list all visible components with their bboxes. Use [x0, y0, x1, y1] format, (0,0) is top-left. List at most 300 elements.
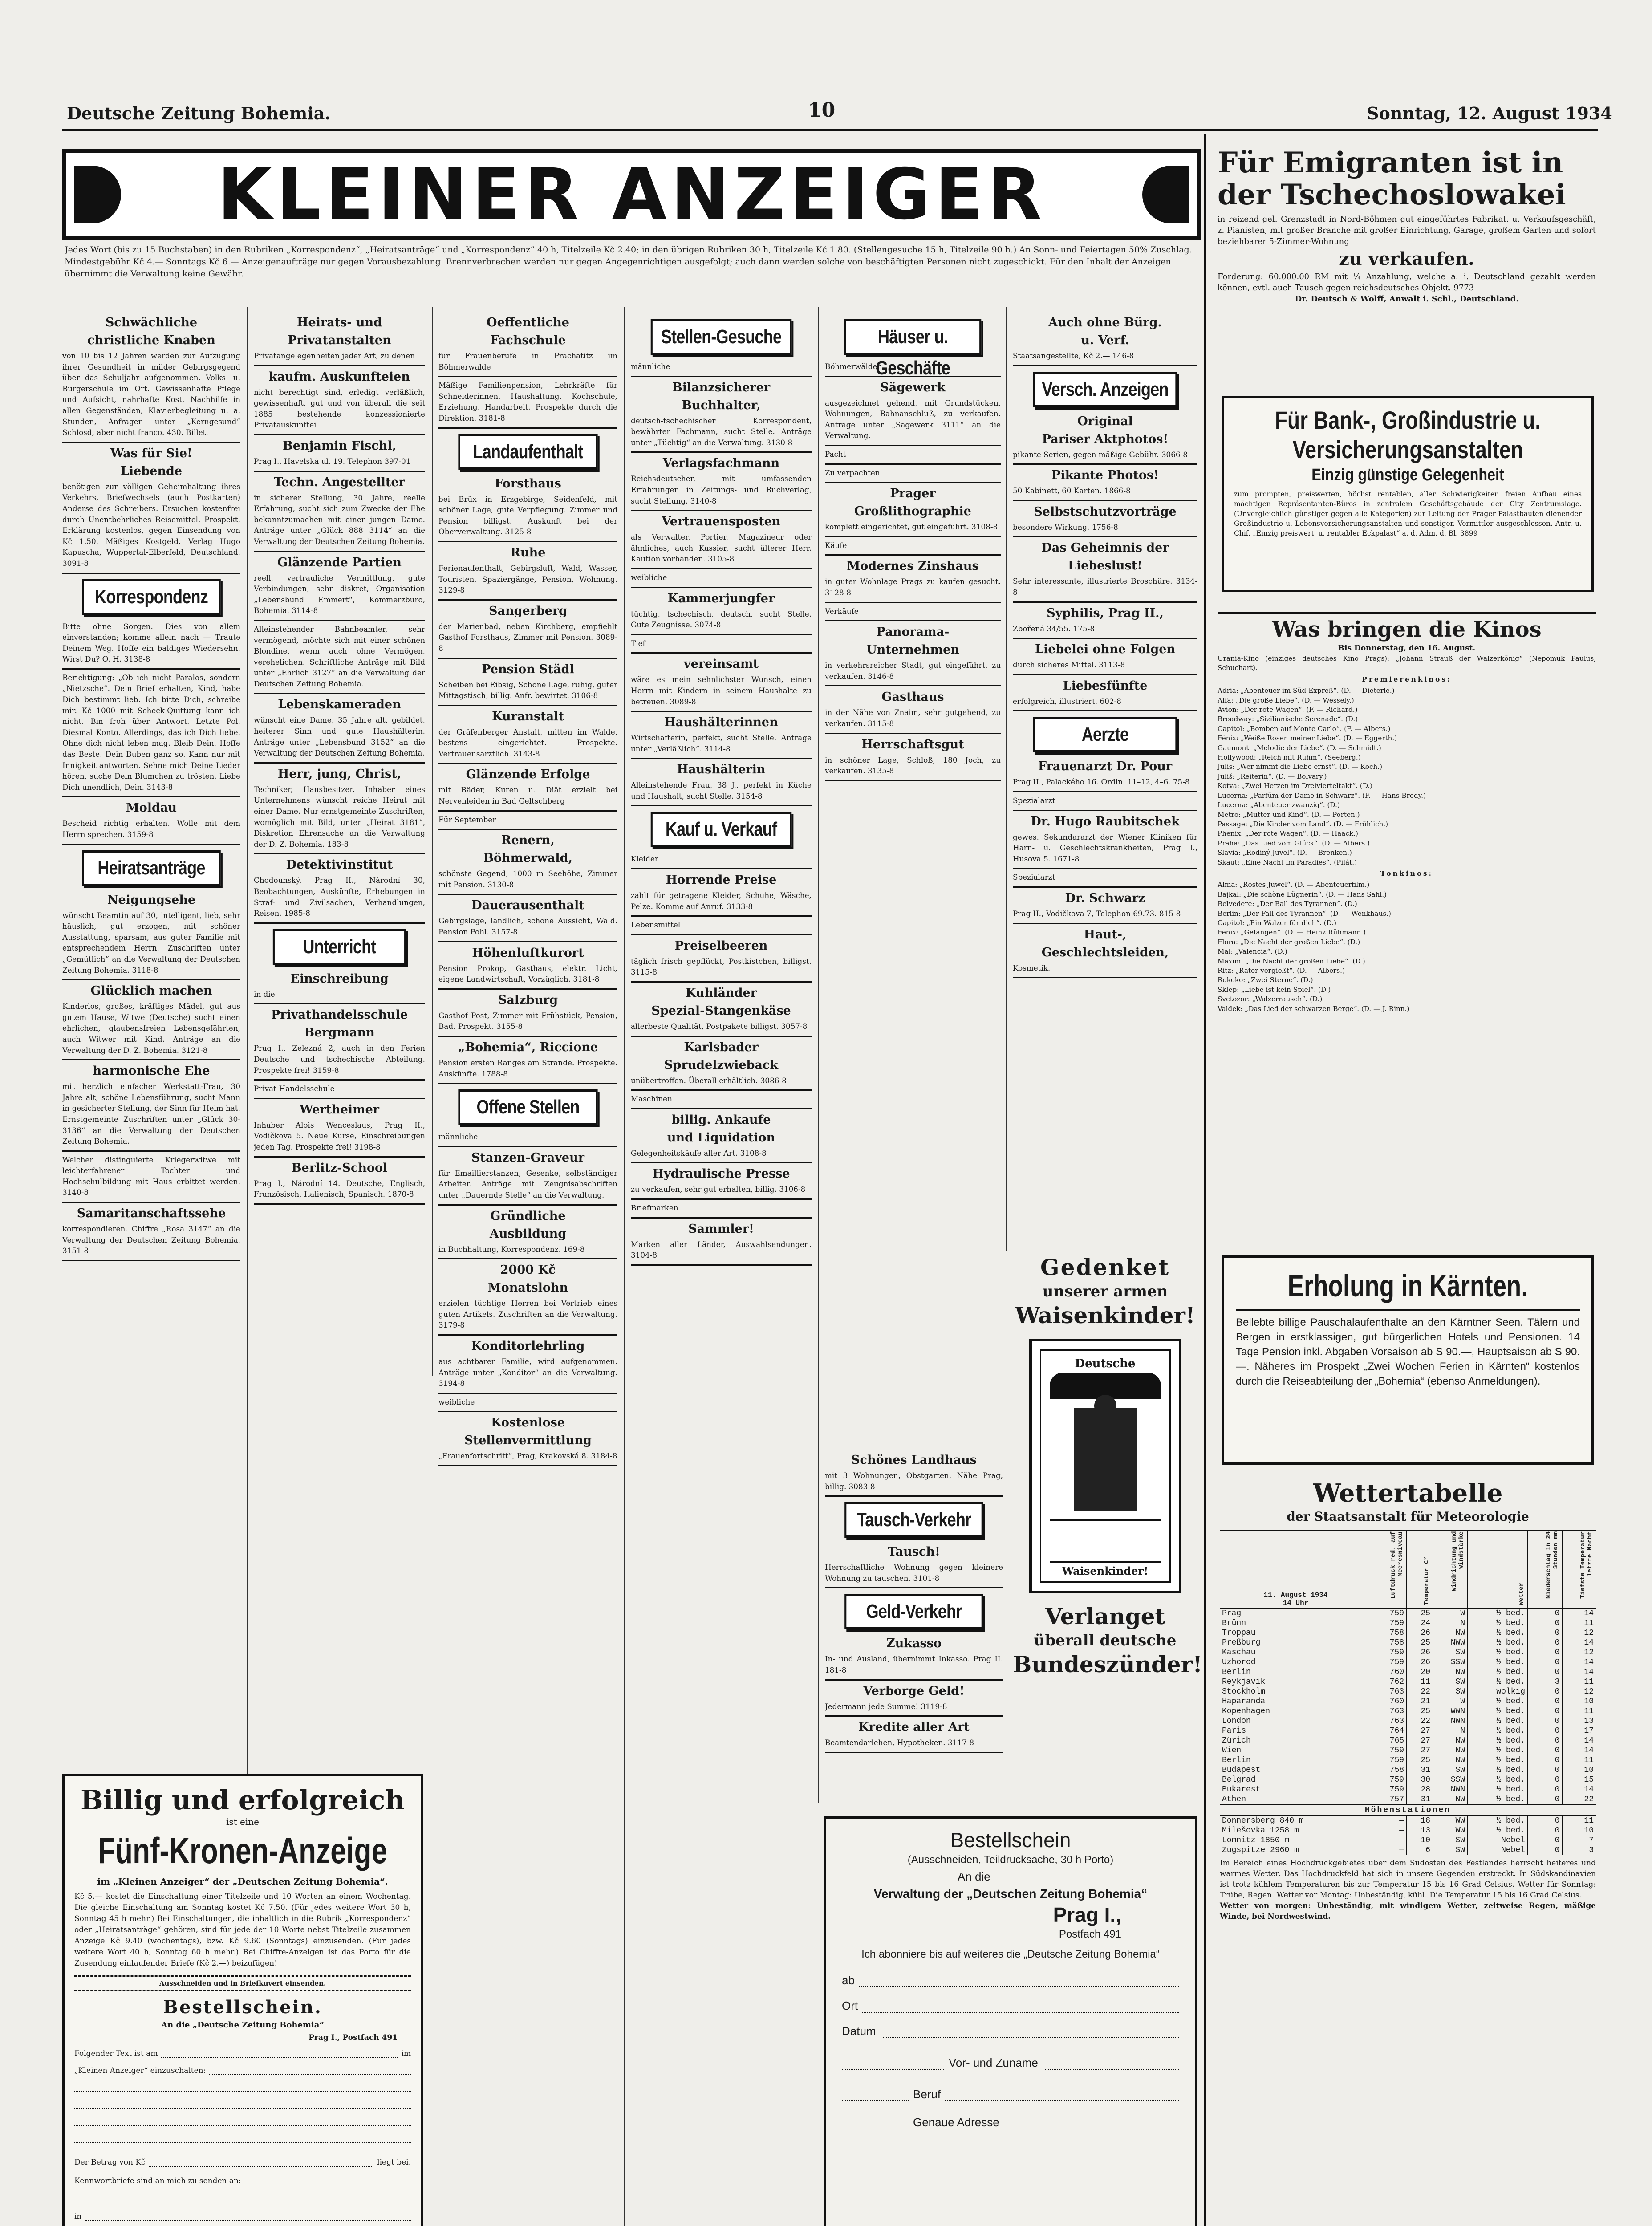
stamp-text-top: Deutsche [1075, 1357, 1136, 1370]
ad-text: für Emaillierstanzen, Gesenke, selbständiger Arbeiter. Anträge mit Zeugnisabschriften unter „Dauernde Stelle“ an die Verwaltung. [438, 1168, 617, 1199]
weather-outlook: Wetter von morgen: Unbeständig, mit windigem Wetter, zeitweise Regen, mäßige Winde, bei Nordwestwind. [1220, 1901, 1596, 1921]
classified-ad [825, 467, 1001, 479]
subscription-from-field[interactable] [859, 1974, 1179, 1987]
weather-forecast: Im Bereich eines Hochdruckgebietes über dem Südosten des Festlandes herrscht heiteres und warmes Wetter. Das Hochdruckfeld hat sich in unsere Gegenden erstreckt. In Südskandinavien ist trotz kühlem Temperaturen bis zur Temperatur 15 bis 16 Grad Celsius. Wetter für Sonntag: Trübe, Regen. Wetter vor Montag: Unbeständig, kühl. Die Temperatur 15 bis 16 Grad Celsius. [1220, 1859, 1596, 1900]
subscription-to: An die [958, 1870, 990, 1883]
classified-ad [438, 1397, 617, 1408]
ad-text: Prag II., Palackého 16. Ordin. 11–12, 4–6. 75-8 [1013, 777, 1190, 787]
emigrants-title: Für Emigranten ist in der Tschechoslowakei [1218, 146, 1566, 211]
weather-cell: 10 [1407, 1836, 1433, 1845]
cinema-entry: Adria: „Abenteuer im Süd-Expreß“. (D. — Dieterle.) [1218, 686, 1395, 695]
ad-text: nicht berechtigt sind, erledigt verläßlich, gewissenhaft, gut und von überall die seit 1885 bestehende konzessionierte Privatauskunftei [254, 387, 425, 430]
ad-divider [631, 1198, 812, 1200]
subscription-place-field[interactable] [862, 1999, 1179, 2013]
ad-divider [438, 1146, 617, 1147]
order-text-line[interactable] [74, 2109, 411, 2126]
ad-headline: Panorama- [876, 625, 950, 639]
cut-line [74, 1990, 411, 1991]
ad-text: erzielen tüchtige Herren bei Vertrieb eines guten Artikels. Zuschriften an die Verwaltung. 3179-8 [438, 1299, 617, 1330]
five-crown-text: Kč 5.— kostet die Einschaltung einer Titelzeile und 10 Worten an einem Wochentag. Die gleiche Einschaltung am Sonntag kostet Kč 7.50. (Für jedes weitere Wort 30 h, Sonntag 45 h mehr.) Bei Einschaltungen, die inhaltlich in die Rubrik „Korrespondenz“ oder „Heiratsanträge“ gehören, sind für jede der 10 Worte nebst Titelzeile zusammen Anzeige Kč 9.40 (wochentags), bzw. Kč 9.60 (Sonntags) einzusenden. (Für jedes weitere Wort 40 h, Sonntag 60 h mehr.) Bei Chiffre-Anzeigen ist das Porto für die Zusendung einlaufender Briefe (Kč 2.—) beizufügen! [74, 1892, 411, 1968]
section-heading: Aerzte [1033, 717, 1177, 752]
stamp-text-bottom: Waisenkinder! [1062, 1564, 1149, 1577]
column-rule [1204, 134, 1206, 2226]
weather-cell: 759 [1372, 1648, 1407, 1657]
ad-divider [631, 634, 812, 635]
cinema-entry: Belvedere: „Der Ball des Tyrannen“. (D.) [1218, 900, 1357, 908]
ad-text: Verkäufe [825, 606, 859, 616]
ad-divider [1013, 463, 1197, 465]
section-heading: Korrespondenz [82, 579, 221, 615]
ad-headline: Benjamin Fischl, [282, 439, 397, 453]
mountain-row [1220, 1826, 1596, 1836]
weather-cell: 0 [1528, 1706, 1562, 1716]
ad-divider [438, 1083, 617, 1084]
order-text-line[interactable] [74, 2126, 411, 2143]
ad-divider [631, 1108, 812, 1109]
classified-ad [438, 709, 617, 760]
weather-cell: 26 [1407, 1648, 1433, 1657]
premieres-list [1218, 686, 1596, 867]
weather-cell: 28 [1407, 1785, 1433, 1795]
classified-ad [1013, 890, 1197, 919]
ad-divider [254, 693, 425, 694]
weather-cell: ½ bed. [1468, 1618, 1528, 1628]
ad-text: Kinderlos, großes, kräftiges Mädel, gut aus gutem Hause, Witwe (Deutsche) sucht einen ehrlichen, glaubensfreien Lebensgefährten, auch Witwer mit Kind. Anträge an die Verwaltung der D. Z. Bohemia. 3121-8 [62, 1002, 240, 1055]
weather-cell: 25 [1407, 1755, 1433, 1765]
weather-cell: 11 [1562, 1755, 1596, 1765]
subscription-name-row[interactable] [842, 2056, 1179, 2070]
ad-headline: Techn. Angestellter [274, 475, 405, 489]
classified-ad [825, 558, 1001, 598]
subscription-from-row[interactable] [842, 1974, 1179, 1987]
cinema-rule [1218, 612, 1596, 614]
ad-divider [438, 705, 617, 706]
ad-divider [438, 988, 617, 990]
order-date-row[interactable] [74, 2049, 411, 2058]
ad-headline-2: Sprudelzwieback [664, 1058, 779, 1072]
weather-cell: 0 [1528, 1746, 1562, 1755]
ad-divider [438, 763, 617, 764]
weather-cell: NW [1433, 1736, 1468, 1746]
ad-headline: Salzburg [498, 993, 558, 1007]
weather-cell: SW [1433, 1687, 1468, 1697]
classified-ad [438, 814, 617, 825]
weather-col-header [1407, 1531, 1433, 1608]
ad-headline-2: Großlithographie [854, 504, 971, 519]
ad-headline: Oeffentliche [487, 316, 569, 329]
weather-cell: ½ bed. [1468, 1716, 1528, 1726]
paper-name: Deutsche Zeitung Bohemia. [67, 103, 331, 123]
classified-ad [825, 1683, 1003, 1712]
classified-ad [438, 767, 617, 806]
classified-ad [438, 603, 617, 654]
weather-cell: 17 [1562, 1726, 1596, 1736]
classified-ad [62, 1206, 240, 1256]
order-reply-row[interactable] [74, 2177, 411, 2185]
subscription-name-prefix[interactable] [842, 2056, 944, 2070]
weather-cell: 22 [1562, 1795, 1596, 1805]
weather-cell: 14 [1562, 1746, 1596, 1755]
subscription-statement: Ich abonniere bis auf weiteres die „Deutsche Zeitung Bohemia“ [861, 1948, 1160, 1960]
weather-cell: 762 [1372, 1677, 1407, 1687]
weather-row [1220, 1618, 1596, 1628]
tonkinos-label: Tonkinos: [1380, 869, 1433, 877]
weather-cell: ½ bed. [1468, 1775, 1528, 1785]
weather-row [1220, 1687, 1596, 1697]
subscription-address-prefix[interactable] [842, 2116, 909, 2129]
weather-cell: 0 [1528, 1816, 1562, 1826]
ad-divider [825, 1752, 1003, 1753]
ad-headline-2: Liebende [120, 464, 183, 478]
subscription-date-row[interactable] [842, 2024, 1179, 2038]
classified-ad [825, 1452, 1003, 1492]
weather-cell: 759 [1372, 1746, 1407, 1755]
ad-divider [825, 733, 1001, 734]
weather-cell: 11 [1407, 1677, 1433, 1687]
weather-cell: 31 [1407, 1765, 1433, 1775]
ad-headline: Sammler! [688, 1222, 754, 1236]
order-text-field[interactable] [209, 2066, 411, 2075]
ad-text: der Gräfenberger Anstalt, mitten im Walde, bestens eingerichtet. Prospekte. Vertrauensärztlich. 3143-8 [438, 727, 617, 758]
ad-divider [631, 1089, 812, 1091]
ad-headline: Kostenlose [491, 1416, 565, 1430]
classified-ad [1013, 927, 1197, 974]
weather-cell: Kaschau [1222, 1648, 1256, 1657]
classified-ad [438, 1131, 617, 1142]
weather-cell: 21 [1407, 1697, 1433, 1706]
ad-divider [631, 652, 812, 654]
ad-text: wünscht Beamtin auf 30, intelligent, lieb, sehr häuslich, gut erzogen, mit schöner Ausstattung, sparsam, aus guter Familie mit entsprechendem Herrn. Zuschriften unter „Gemütlich“ an die Verwaltung der Deutschen Zeitung Bohemia. 3118-8 [62, 910, 240, 975]
ad-divider [62, 573, 240, 574]
ad-divider [254, 551, 425, 552]
classified-ad [62, 1063, 240, 1147]
ad-headline: Haut-, [1084, 927, 1127, 942]
ad-text: Sehr interessante, illustrierte Broschüre. 3134-8 [1013, 577, 1197, 597]
ad-headline: Einschreibung [290, 971, 389, 986]
ad-divider [825, 1587, 1003, 1588]
classified-ad [1013, 315, 1197, 362]
five-crown-connector: ist eine [226, 1816, 259, 1827]
ad-divider [825, 445, 1001, 446]
weather-time: 14 Uhr [1283, 1599, 1309, 1607]
ad-divider [438, 894, 617, 895]
ad-divider [631, 568, 812, 569]
weather-cell: Haparanda [1222, 1697, 1266, 1706]
masthead [62, 149, 1201, 240]
ad-headline: Prager [890, 487, 936, 501]
ad-text: als Verwalter, Portier, Magazineur oder ähnliches, auch Kassier, sucht älterer Herr. Kaution vorhanden. 3105-8 [631, 532, 812, 564]
ad-divider [1013, 868, 1197, 869]
ad-headline: Liebelei ohne Folgen [1035, 642, 1176, 657]
ad-text: Marken aller Länder, Auswahlsendungen. 3104-8 [631, 1239, 812, 1260]
order-reply-line[interactable] [74, 2185, 411, 2202]
weather-cell: ½ bed. [1468, 1608, 1528, 1618]
ad-headline: Glänzende Partien [277, 555, 402, 569]
ad-text: in verkehrsreicher Stadt, gut eingeführt, zu verkaufen. 3146-8 [825, 661, 1001, 681]
ad-divider [1013, 674, 1197, 675]
ad-text: 50 Kabinett, 60 Karten. 1866-8 [1013, 486, 1131, 496]
classified-ad [438, 1415, 617, 1462]
ad-text: ausgezeichnet gehend, mit Grundstücken, Wohnungen, Bahnanschluß, zu verkaufen. Anträge unter „Sägewerk 3111“ an die Verwaltung. [825, 398, 1001, 440]
weather-cell: 0 [1528, 1697, 1562, 1706]
weather-cell: 13 [1562, 1716, 1596, 1726]
weather-cell: WW [1433, 1816, 1468, 1826]
weather-row [1220, 1755, 1596, 1765]
classified-ad [438, 380, 617, 423]
order-place-row[interactable] [74, 2212, 411, 2221]
subscription-job-prefix[interactable] [842, 2088, 909, 2101]
ad-headline: Detektivinstitut [286, 858, 393, 872]
weather-cell: 763 [1372, 1716, 1407, 1726]
ad-divider [631, 981, 812, 983]
classified-ad [631, 1040, 812, 1086]
ad-headline: Berlitz-School [291, 1161, 388, 1175]
classified-ad [254, 1083, 425, 1094]
ad-divider [825, 1715, 1003, 1717]
classified-ad [825, 1544, 1003, 1584]
weather-cell: Berlin [1222, 1668, 1251, 1677]
cinema-date: Bis Donnerstag, den 16. August. [1338, 644, 1476, 653]
subscription-from-label: ab [842, 1974, 855, 1987]
ad-divider [254, 922, 425, 924]
cinema-entry: Hollywood: „Reich mit Ruhm“. (Seeberg.) [1218, 753, 1361, 762]
weather-cell: 759 [1372, 1785, 1407, 1795]
weather-row [1220, 1628, 1596, 1638]
ad-text: mit herzlich einfacher Werkstatt-Frau, 30 Jahre alt, schöne Lebensführung, sucht Mann in gesicherter Stellung, der Sinn für Heim hat. Ernstgemeinte Zuschriften unter „Glück 30-3136“ an die Verwaltung der Deutschen Zeitung Bohemia. [62, 1082, 240, 1146]
cinema-entry: Valdek: „Das Lied der schwarzen Berge“. (D. — J. Rinn.) [1218, 1004, 1410, 1013]
masthead-left-ornament [74, 166, 121, 223]
weather-row [1220, 1706, 1596, 1716]
order-reply-field[interactable] [245, 2177, 411, 2185]
weather-cell: SW [1433, 1765, 1468, 1775]
ad-text: Maschinen [631, 1094, 672, 1104]
ad-text: wünscht eine Dame, 35 Jahre alt, gebildet, heiterer Sinn und gute Haushälterin. Anträge unter „Lebensbund 3152“ an die Verwaltung der Deutschen Zeitung Bohemia. [254, 715, 425, 758]
weather-cell: 0 [1528, 1755, 1562, 1765]
classified-ad [631, 715, 812, 754]
ad-headline-2: Monatslohn [487, 1281, 568, 1295]
ad-divider [825, 620, 1001, 621]
ad-headline: Heirats- und [296, 316, 382, 329]
ad-headline: Das Geheimnis der [1041, 541, 1169, 555]
weather-date-header [1220, 1531, 1372, 1608]
weather-col-label: Temperatur C° [1423, 1556, 1431, 1605]
ad-divider [1013, 810, 1197, 811]
ad-divider [438, 1334, 617, 1336]
classified-ad [825, 737, 1001, 776]
order-text-row[interactable] [74, 2066, 411, 2075]
subscription-job-field[interactable] [945, 2088, 1179, 2101]
ad-text: besondere Wirkung. 1756-8 [1013, 522, 1118, 532]
classified-ad [631, 938, 812, 978]
subscription-name-field[interactable] [1043, 2056, 1179, 2070]
weather-cell: 0 [1528, 1765, 1562, 1775]
weather-cell: 24 [1407, 1618, 1433, 1628]
ad-text: Wirtschafterin, perfekt, sucht Stelle. Anträge unter „Verläßlich“. 3114-8 [631, 733, 812, 753]
cinema-entry: Praha: „Das Lied vom Glück“. (D. — Albers.) [1218, 839, 1370, 847]
classified-ad [631, 656, 812, 707]
subscription-date-field[interactable] [881, 2024, 1179, 2038]
five-crown-title: Fünf-Kronen-Anzeige [97, 1831, 388, 1871]
ad-text: Prag II., Vodičkova 7, Telephon 69.73. 815-8 [1013, 909, 1181, 918]
classified-ad [631, 762, 812, 801]
classified-ad [254, 315, 425, 362]
ad-headline: Ruhe [510, 545, 546, 560]
weather-col-header [1433, 1531, 1468, 1608]
order-amount-row[interactable] [74, 2158, 411, 2167]
order-form-title: Bestellschein. [163, 1997, 322, 2018]
weather-cell: ½ bed. [1468, 1706, 1528, 1716]
cinema-listing [1218, 612, 1596, 1014]
ad-text: pikante Serien, gegen mäßige Gebühr. 3066-8 [1013, 450, 1188, 459]
ad-text: Herrschaftliche Wohnung gegen kleinere Wohnung zu tauschen. 3101-8 [825, 1563, 1003, 1583]
weather-cell: Budapest [1222, 1766, 1261, 1775]
ad-divider [1013, 977, 1197, 978]
weather-cell: 26 [1407, 1628, 1433, 1638]
matchbox-stamp-image [1029, 1339, 1181, 1593]
order-text-line[interactable] [74, 2092, 411, 2109]
classified-ad [825, 486, 1001, 532]
ad-divider [631, 1217, 812, 1219]
column-1 [62, 314, 240, 1767]
weather-cell: 760 [1372, 1667, 1407, 1677]
ad-headline: Haushälterinnen [664, 715, 778, 730]
weather-cell: ½ bed. [1468, 1628, 1528, 1638]
subscription-title: Bestellschein [950, 1828, 1071, 1852]
premieres-label: Premierenkinos: [1362, 675, 1452, 683]
carinthia-ad-box [1222, 1255, 1594, 1465]
classified-ad [62, 315, 240, 438]
classified-ad [438, 662, 617, 701]
classified-ad [631, 1166, 812, 1195]
classified-ad [825, 380, 1001, 441]
ad-divider [438, 1036, 617, 1037]
ad-divider [254, 434, 425, 435]
ad-divider [631, 1264, 812, 1266]
ad-text: erfolgreich, illustriert. 602-8 [1013, 696, 1121, 706]
ad-headline-2: u. Verf. [1081, 333, 1129, 347]
ad-divider [825, 482, 1001, 483]
weather-cell: 12 [1562, 1628, 1596, 1638]
order-text-line[interactable] [74, 2075, 411, 2092]
ad-divider [438, 810, 617, 812]
weather-row [1220, 1667, 1596, 1677]
cut-instruction: Ausschneiden und in Briefkuvert einsenden. [159, 1979, 326, 1987]
cinema-entry: Fénix: „Weiße Rosen meiner Liebe“. (D. — Eggerth.) [1218, 734, 1397, 743]
classified-ad [825, 540, 1001, 551]
classified-ad [254, 1102, 425, 1153]
ad-divider [438, 599, 617, 601]
stamp-figure [1074, 1408, 1137, 1511]
ad-divider [825, 536, 1001, 537]
weather-cell: Zugspitze 2960 m [1222, 1846, 1299, 1855]
ad-headline: Wertheimer [299, 1102, 380, 1117]
weather-cell: Brünn [1222, 1619, 1246, 1628]
ad-headline: Neigungsehe [107, 893, 196, 907]
classified-ad [254, 857, 425, 918]
subscription-subtitle: (Ausschneiden, Teildrucksache, 30 h Porto) [907, 1854, 1114, 1866]
bank-title: Für Bank-, Großindustrie u. Versicherungsanstalten [1275, 406, 1541, 463]
column-6 [1013, 314, 1197, 1249]
weather-cell: SW [1433, 1677, 1468, 1687]
ad-headline: Zukasso [886, 1637, 942, 1651]
rate-notice: Jedes Wort (bis zu 15 Buchstaben) in den Rubriken „Korrespondenz“, „Heiratsanträge“ und „Korrespondenz“ 40 h, Titelzeile Kč 2.40; in den übrigen Rubriken 30 h, Titelzeile Kč 1.80. (Stellengesuche 15 h, Titelzeile 90 h.) An Sonn- und Feiertagen 50% Zuschlag. Mindestgebühr Kč 4.— Sonntags Kč 6.— Anzeigenaufträge nur gegen Vorausbezahlung. Brennverbrechen werden nur gegen Angegenrichtigen ausgefolgt; auch dann werden solche von beschäftigten Personen nicht zugeschickt. Für den Inhalt der Anzeigen übernimmt die Verwaltung keine Gewähr. [65, 245, 1192, 279]
ad-headline: Samaritanschaftssehe [77, 1206, 226, 1221]
ad-divider [825, 1495, 1003, 1497]
ad-divider [254, 620, 425, 621]
ad-headline: Kammerjungfer [667, 591, 775, 605]
ad-text: Ferienaufenthalt, Gebirgsluft, Wald, Wasser, Touristen, Spaziergänge, Pension, Wohnung. 3129-8 [438, 563, 617, 595]
weather-cell: ½ bed. [1468, 1736, 1528, 1746]
weather-cell: ½ bed. [1468, 1816, 1528, 1826]
ad-text: Für September [438, 815, 496, 824]
ad-text: Beamtendarlehen, Hypotheken. 3117-8 [825, 1738, 974, 1747]
ad-text: zahlt für getragene Kleider, Schuhe, Wäsche, Pelze. Komme auf Anruf. 3133-8 [631, 891, 812, 911]
weather-cell: 759 [1372, 1608, 1407, 1618]
ad-text: in sicherer Stellung, 30 Jahre, reelle Erfahrung, sucht sich zum Zwecke der Ehe bekanntzumachen mit einer jungen Dame. Anträge unter „Glück 888 3114“ an die Verwaltung der Deutschen Zeitung Bohemia. [254, 493, 425, 546]
ad-headline: Selbstschutzvorträge [1034, 504, 1177, 519]
weather-cell: 764 [1372, 1726, 1407, 1736]
weather-cell: ½ bed. [1468, 1746, 1528, 1755]
ad-text: gewes. Sekundararzt der Wiener Kliniken für Harn- u. Geschlechtskrankheiten, Prag I., Husova 5. 1671-8 [1013, 832, 1197, 863]
classified-ad [631, 1202, 812, 1214]
orphans-line-5: überall deutsche [1034, 1632, 1177, 1649]
weather-cell: ½ bed. [1468, 1826, 1528, 1836]
ad-headline: Preiselbeeren [674, 938, 768, 953]
carinthia-rule [1236, 1309, 1580, 1311]
order-place-field[interactable] [85, 2212, 411, 2221]
ad-divider [438, 376, 617, 377]
ad-text: der Marienbad, neben Kirchberg, empfiehlt Gasthof Forsthaus, Zimmer mit Pension. 3089-8 [438, 621, 617, 653]
ad-text: weibliche [438, 1397, 475, 1406]
ad-text: Welcher distinguierte Kriegerwitwe mit leichterfahrener Tochter und Hochschulbildung mit Haus erbittet werden. 3140-8 [62, 1155, 240, 1197]
subscription-address-field[interactable] [1004, 2116, 1179, 2129]
weather-cell: ½ bed. [1468, 1697, 1528, 1706]
weather-cell: 14 [1562, 1608, 1596, 1618]
subscription-place-row[interactable] [842, 1999, 1179, 2013]
weather-cell: Paris [1222, 1726, 1246, 1735]
classified-ad [1013, 467, 1197, 496]
column-rule [818, 307, 819, 1803]
ad-text: komplett eingerichtet, gut eingeführt. 3108-8 [825, 522, 998, 532]
weather-cell: Nebel [1468, 1836, 1528, 1845]
ad-headline-2: Unternehmen [866, 643, 959, 657]
weather-cell: 0 [1528, 1638, 1562, 1648]
page-number: 10 [808, 99, 836, 122]
ad-divider [62, 442, 240, 443]
ad-headline-2: christliche Knaben [87, 333, 215, 347]
weather-col-header [1468, 1531, 1528, 1608]
order-amount-field[interactable] [149, 2158, 374, 2167]
ad-text: Kleider [631, 854, 658, 864]
subscription-job-row[interactable] [842, 2088, 1179, 2101]
ad-divider [1013, 365, 1197, 366]
ad-divider [62, 979, 240, 980]
ad-text: Gelegenheitskäufe aller Art. 3108-8 [631, 1148, 767, 1158]
classified-ad [254, 971, 425, 1000]
ad-divider [631, 510, 812, 511]
weather-cell: wolkig [1468, 1687, 1528, 1697]
weather-cell: 0 [1528, 1657, 1562, 1667]
weather-subtitle: der Staatsanstalt für Meteorologie [1287, 1509, 1529, 1524]
cinema-entry: Fenix: „Gefangen“. (D. — Heinz Rühmann.) [1218, 928, 1366, 937]
section-heading: Offene Stellen [458, 1089, 597, 1125]
subscription-address-row[interactable] [842, 2116, 1179, 2129]
ad-divider [1013, 536, 1197, 537]
order-reply-label: Kennwortbriefe sind an mich zu senden an: [74, 2177, 241, 2185]
emigrants-text: in reizend gel. Grenzstadt in Nord-Böhmen gut eingeführtes Fabrikat. u. Verkaufsgeschäft, z. Pianisten, mit großer Branche mit großer Einrichtung, Garage, großem Garten und sofort beziehbarer 5-Zimmer-Wohnung [1218, 215, 1596, 246]
order-date-field[interactable] [161, 2049, 398, 2058]
ad-headline: Haushälterin [677, 763, 766, 777]
